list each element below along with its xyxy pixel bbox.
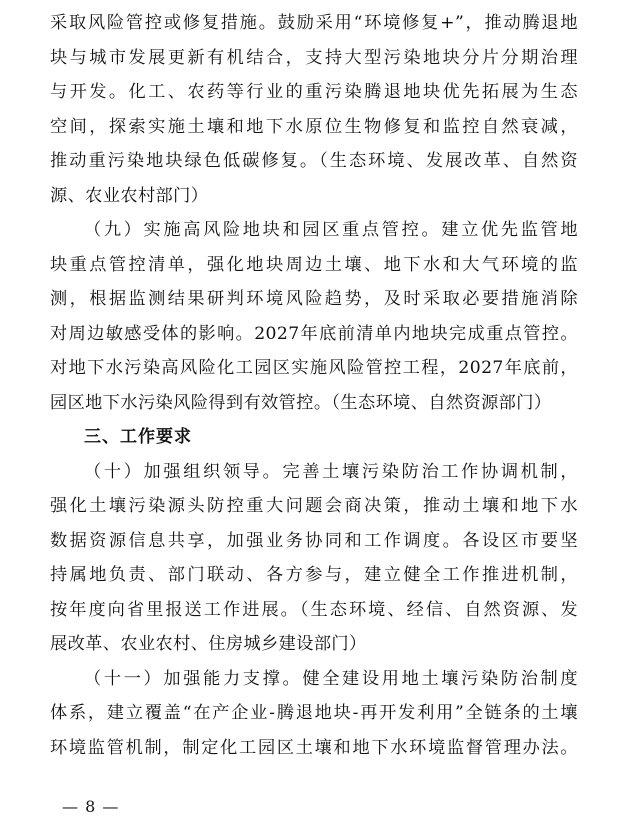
paragraph-line: （十）加强组织领导。完善土壤污染防治工作协调机制， bbox=[84, 461, 578, 482]
paragraph-line: 强化土壤污染源头防控重大问题会商决策，推动土壤和地下水 bbox=[50, 496, 578, 516]
paragraph-line: 与开发。化工、农药等行业的重污染腾退地块优先拓展为生态 bbox=[50, 82, 578, 102]
paragraph-line: 数据资源信息共享，加强业务协同和工作调度。各设区市要坚 bbox=[50, 530, 578, 551]
paragraph-line: 展改革、农业农村、住房城乡建设部门） bbox=[50, 634, 367, 654]
paragraph-line: （十一）加强能力支撑。健全建设用地土壤污染防治制度 bbox=[84, 668, 578, 689]
paragraph-line: 环境监管机制，制定化工园区土壤和地下水环境监督管理办法。 bbox=[50, 737, 578, 758]
paragraph-line: 持属地负责、部门联动、各方参与，建立健全工作推进机制， bbox=[50, 565, 578, 585]
document-body bbox=[50, 6, 578, 765]
paragraph-line: 园区地下水污染风险得到有效管控。（生态环境、自然资源部门） bbox=[50, 392, 552, 413]
paragraph-line: 采取风险管控或修复措施。鼓励采用“环境修复+”，推动腾退地 bbox=[50, 13, 578, 33]
paragraph-line: 按年度向省里报送工作进展。（生态环境、经信、自然资源、发 bbox=[50, 599, 578, 620]
paragraph-line: 推动重污染地块绿色低碳修复。（生态环境、发展改革、自然资 bbox=[50, 151, 578, 171]
paragraph-line: 测，根据监测结果研判环境风险趋势，及时采取必要措施消除 bbox=[50, 289, 578, 309]
page-number: — 8 — bbox=[62, 797, 120, 816]
paragraph-line: 空间，探索实施土壤和地下水原位生物修复和监控自然衰减， bbox=[50, 116, 578, 137]
paragraph-line: 对周边敏感受体的影响。2027年底前清单内地块完成重点管控。 bbox=[50, 323, 578, 344]
section-heading: 三、工作要求 bbox=[84, 427, 192, 447]
paragraph-line: （九）实施高风险地块和园区重点管控。建立优先监管地 bbox=[84, 220, 578, 240]
paragraph-line: 块与城市发展更新有机结合，支持大型污染地块分片分期治理 bbox=[50, 47, 578, 68]
paragraph-line: 块重点管控清单，强化地块周边土壤、地下水和大气环境的监 bbox=[50, 254, 578, 275]
paragraph-line: 对地下水污染高风险化工园区实施风险管控工程，2027年底前， bbox=[50, 358, 578, 378]
paragraph-line: 源、农业农村部门） bbox=[50, 185, 209, 206]
paragraph-line: 体系，建立覆盖“在产企业-腾退地块-再开发利用”全链条的土壤 bbox=[50, 703, 578, 723]
